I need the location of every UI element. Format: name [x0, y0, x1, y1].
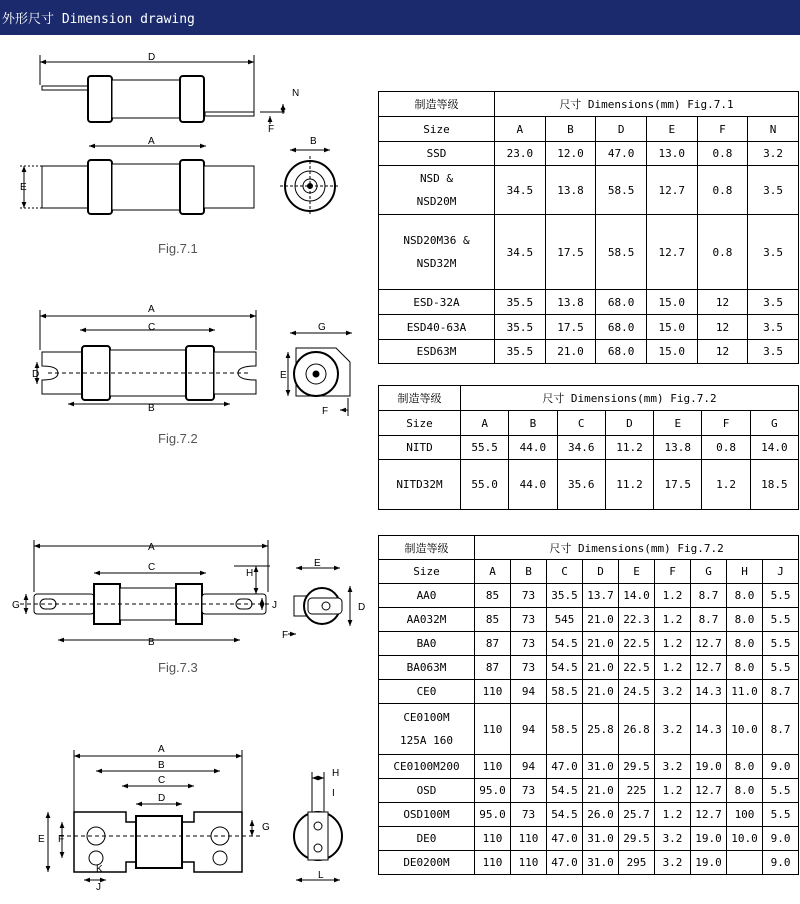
- table-row: [379, 704, 799, 755]
- value-cell: 1.2: [655, 779, 691, 803]
- column-header: G: [691, 560, 727, 584]
- dimensions-title: 尺寸 Dimensions(mm) Fig.7.2: [475, 536, 799, 560]
- column-header: F: [655, 560, 691, 584]
- value-cell: 1.2: [655, 608, 691, 632]
- grade-header: 制造等级: [379, 536, 475, 560]
- dimension-label: B: [148, 403, 155, 414]
- column-header: C: [557, 411, 605, 436]
- value-cell: 17.5: [654, 460, 702, 510]
- size-line: NSD20M36 &: [403, 234, 470, 247]
- dimension-label: H: [332, 768, 340, 779]
- value-cell: 19.0: [691, 827, 727, 851]
- value-cell: 13.0: [646, 142, 697, 166]
- dimension-label: I: [332, 788, 335, 799]
- value-cell: 12: [697, 290, 748, 315]
- value-cell: 100: [727, 803, 763, 827]
- table-row: [379, 142, 799, 166]
- size-line: DE0200M: [403, 856, 450, 869]
- dimension-label: F: [322, 406, 329, 417]
- size-cell: [379, 608, 475, 632]
- value-cell: 26.8: [619, 704, 655, 755]
- size-line: ESD40-63A: [406, 320, 467, 334]
- value-cell: 13.8: [545, 166, 596, 215]
- value-cell: 25.8: [583, 704, 619, 755]
- dimension-label: D: [358, 602, 366, 613]
- dimension-drawings: [0, 35, 378, 904]
- column-header: A: [475, 560, 511, 584]
- value-cell: 73: [511, 584, 547, 608]
- value-cell: 12.7: [691, 779, 727, 803]
- dimension-label: D: [32, 369, 40, 380]
- size-line: ESD63M: [416, 345, 457, 358]
- table-row: [379, 851, 799, 875]
- value-cell: 3.5: [748, 340, 799, 364]
- value-cell: 54.5: [547, 803, 583, 827]
- dimension-label: E: [20, 182, 27, 193]
- value-cell: 12.7: [646, 166, 697, 215]
- value-cell: 73: [511, 779, 547, 803]
- value-cell: 13.7: [583, 584, 619, 608]
- column-header: A: [461, 411, 509, 436]
- value-cell: 1.2: [655, 803, 691, 827]
- value-cell: [727, 851, 763, 875]
- value-cell: 58.5: [547, 680, 583, 704]
- size-line: SSD: [426, 147, 447, 160]
- size-line: CE0100M: [403, 711, 450, 724]
- size-line: NSD20M: [416, 195, 457, 208]
- table-row: [379, 755, 799, 779]
- size-cell: [379, 632, 475, 656]
- value-cell: 11.2: [605, 460, 653, 510]
- value-cell: 0.8: [702, 436, 750, 460]
- table-row: [379, 315, 799, 340]
- dimension-table-fig-7-1: [378, 91, 799, 364]
- value-cell: 58.5: [596, 166, 647, 215]
- dimension-label: E: [38, 834, 45, 845]
- size-cell: [379, 460, 461, 510]
- value-cell: 35.5: [495, 290, 546, 315]
- value-cell: 110: [511, 827, 547, 851]
- value-cell: 3.5: [748, 315, 799, 340]
- value-cell: 5.5: [763, 803, 799, 827]
- value-cell: 14.0: [619, 584, 655, 608]
- size-header: Size: [379, 411, 461, 436]
- value-cell: 5.5: [763, 779, 799, 803]
- value-cell: 47.0: [547, 851, 583, 875]
- size-line: DE0: [416, 832, 437, 845]
- table-row: [379, 827, 799, 851]
- value-cell: 17.5: [545, 315, 596, 340]
- value-cell: 12.7: [646, 215, 697, 290]
- value-cell: 9.0: [763, 851, 799, 875]
- grade-header: 制造等级: [379, 386, 461, 411]
- size-cell: [379, 827, 475, 851]
- column-header: D: [596, 117, 647, 142]
- size-line: BA063M: [406, 661, 447, 674]
- dimension-label: K: [96, 864, 103, 875]
- value-cell: 1.2: [702, 460, 750, 510]
- value-cell: 0.8: [697, 166, 748, 215]
- value-cell: 9.0: [763, 755, 799, 779]
- value-cell: 3.2: [655, 680, 691, 704]
- dimension-label: D: [148, 52, 156, 63]
- size-line: 125A 160: [400, 734, 453, 747]
- dimension-label: B: [158, 760, 165, 771]
- value-cell: 94: [511, 680, 547, 704]
- table-row: [379, 460, 799, 510]
- dimension-label: J: [272, 600, 277, 611]
- value-cell: 9.0: [763, 827, 799, 851]
- figure-caption: Fig.7.3: [158, 660, 198, 675]
- value-cell: 44.0: [509, 460, 557, 510]
- figure-caption: Fig.7.1: [158, 241, 198, 256]
- column-header: E: [619, 560, 655, 584]
- size-line: CE0: [416, 685, 437, 698]
- value-cell: 295: [619, 851, 655, 875]
- value-cell: 5.5: [763, 632, 799, 656]
- figure-7-1-drawing: [20, 55, 340, 216]
- size-cell: [379, 851, 475, 875]
- column-header: B: [511, 560, 547, 584]
- dimension-label: F: [268, 124, 275, 135]
- dimension-table-fig-7-2-b: [378, 535, 799, 875]
- table-row: [379, 803, 799, 827]
- table-row: [379, 166, 799, 215]
- value-cell: 12.0: [545, 142, 596, 166]
- dimensions-title: 尺寸 Dimensions(mm) Fig.7.1: [495, 92, 799, 117]
- size-cell: [379, 315, 495, 340]
- figure-caption: Fig.7.2: [158, 431, 198, 446]
- value-cell: 14.0: [750, 436, 798, 460]
- value-cell: 0.8: [697, 142, 748, 166]
- value-cell: 8.0: [727, 779, 763, 803]
- dimension-label: J: [96, 882, 101, 893]
- value-cell: 21.0: [583, 656, 619, 680]
- dimension-label: G: [12, 600, 20, 611]
- size-line: AA0: [416, 589, 437, 602]
- value-cell: 10.0: [727, 827, 763, 851]
- column-header: A: [495, 117, 546, 142]
- value-cell: 3.5: [748, 290, 799, 315]
- column-header: E: [654, 411, 702, 436]
- dimension-label: A: [148, 542, 155, 553]
- dimension-label: F: [58, 834, 65, 845]
- value-cell: 87: [475, 656, 511, 680]
- column-header: B: [545, 117, 596, 142]
- table-row: [379, 215, 799, 290]
- table-row: [379, 680, 799, 704]
- value-cell: 34.6: [557, 436, 605, 460]
- size-line: NITD32M: [396, 478, 443, 491]
- table-row: [379, 340, 799, 364]
- value-cell: 8.0: [727, 632, 763, 656]
- size-line: NSD &: [419, 172, 454, 185]
- value-cell: 47.0: [596, 142, 647, 166]
- table-row: [379, 608, 799, 632]
- value-cell: 110: [475, 827, 511, 851]
- table-row: [379, 436, 799, 460]
- value-cell: 17.5: [545, 215, 596, 290]
- column-header: D: [605, 411, 653, 436]
- dimension-label: L: [318, 870, 324, 881]
- column-header: C: [547, 560, 583, 584]
- value-cell: 3.2: [748, 142, 799, 166]
- value-cell: 15.0: [646, 315, 697, 340]
- header-bar: [0, 0, 800, 35]
- value-cell: 12.7: [691, 656, 727, 680]
- value-cell: 73: [511, 608, 547, 632]
- value-cell: 95.0: [475, 779, 511, 803]
- value-cell: 12: [697, 315, 748, 340]
- value-cell: 13.8: [654, 436, 702, 460]
- value-cell: 5.5: [763, 584, 799, 608]
- value-cell: 19.0: [691, 755, 727, 779]
- value-cell: 73: [511, 803, 547, 827]
- value-cell: 21.0: [583, 608, 619, 632]
- value-cell: 14.3: [691, 680, 727, 704]
- value-cell: 5.5: [763, 608, 799, 632]
- size-cell: [379, 166, 495, 215]
- value-cell: 31.0: [583, 755, 619, 779]
- size-line: BA0: [416, 637, 437, 650]
- dimension-label: A: [148, 136, 155, 147]
- figure-7-3-drawing: [20, 540, 350, 640]
- value-cell: 44.0: [509, 436, 557, 460]
- value-cell: 10.0: [727, 704, 763, 755]
- value-cell: 55.5: [461, 436, 509, 460]
- size-cell: [379, 779, 475, 803]
- value-cell: 68.0: [596, 315, 647, 340]
- value-cell: 22.3: [619, 608, 655, 632]
- value-cell: 110: [475, 680, 511, 704]
- size-line: NITD: [406, 441, 433, 454]
- value-cell: 12: [697, 340, 748, 364]
- dimension-table-fig-7-2: [378, 385, 799, 510]
- size-cell: [379, 704, 475, 755]
- column-header: F: [702, 411, 750, 436]
- value-cell: 13.8: [545, 290, 596, 315]
- table-row: [379, 779, 799, 803]
- dimension-label: A: [158, 744, 165, 755]
- grade-header: 制造等级: [379, 92, 495, 117]
- size-cell: [379, 215, 495, 290]
- column-header: N: [748, 117, 799, 142]
- value-cell: 73: [511, 632, 547, 656]
- value-cell: 3.2: [655, 704, 691, 755]
- value-cell: 3.2: [655, 827, 691, 851]
- size-line: AA032M: [406, 613, 447, 626]
- value-cell: 58.5: [596, 215, 647, 290]
- column-header: E: [646, 117, 697, 142]
- value-cell: 110: [511, 851, 547, 875]
- page-title: 外形尺寸 Dimension drawing: [2, 12, 195, 27]
- size-line: NSD32M: [416, 257, 457, 270]
- column-header: H: [727, 560, 763, 584]
- size-line: CE0100M200: [393, 760, 460, 773]
- value-cell: 0.8: [697, 215, 748, 290]
- value-cell: 1.2: [655, 656, 691, 680]
- value-cell: 110: [475, 851, 511, 875]
- dimension-label: C: [158, 775, 166, 786]
- value-cell: 11.0: [727, 680, 763, 704]
- value-cell: 8.7: [763, 680, 799, 704]
- value-cell: 15.0: [646, 290, 697, 315]
- value-cell: 21.0: [583, 680, 619, 704]
- value-cell: 29.5: [619, 827, 655, 851]
- size-line: OSD100M: [403, 808, 450, 821]
- size-line: ESD-32A: [413, 295, 460, 309]
- value-cell: 21.0: [583, 632, 619, 656]
- value-cell: 54.5: [547, 632, 583, 656]
- column-header: F: [697, 117, 748, 142]
- value-cell: 58.5: [547, 704, 583, 755]
- figure-bottom-drawing: [48, 750, 342, 880]
- dimension-label: B: [148, 637, 155, 648]
- dimension-label: H: [246, 568, 254, 579]
- value-cell: 3.2: [655, 755, 691, 779]
- value-cell: 31.0: [583, 827, 619, 851]
- size-header: Size: [379, 560, 475, 584]
- value-cell: 3.5: [748, 166, 799, 215]
- value-cell: 94: [511, 755, 547, 779]
- value-cell: 545: [547, 608, 583, 632]
- value-cell: 35.5: [495, 340, 546, 364]
- size-cell: [379, 142, 495, 166]
- dimension-label: F: [282, 630, 289, 641]
- value-cell: 110: [475, 755, 511, 779]
- size-cell: [379, 340, 495, 364]
- value-cell: 47.0: [547, 827, 583, 851]
- value-cell: 31.0: [583, 851, 619, 875]
- dimension-label: G: [262, 822, 270, 833]
- value-cell: 22.5: [619, 656, 655, 680]
- value-cell: 47.0: [547, 755, 583, 779]
- value-cell: 1.2: [655, 632, 691, 656]
- value-cell: 94: [511, 704, 547, 755]
- value-cell: 19.0: [691, 851, 727, 875]
- value-cell: 24.5: [619, 680, 655, 704]
- size-header: Size: [379, 117, 495, 142]
- value-cell: 1.2: [655, 584, 691, 608]
- value-cell: 8.7: [691, 608, 727, 632]
- size-cell: [379, 290, 495, 315]
- dimension-label: E: [314, 558, 321, 569]
- value-cell: 73: [511, 656, 547, 680]
- size-cell: [379, 584, 475, 608]
- value-cell: 15.0: [646, 340, 697, 364]
- value-cell: 95.0: [475, 803, 511, 827]
- dimension-label: C: [148, 322, 156, 333]
- value-cell: 8.0: [727, 584, 763, 608]
- value-cell: 8.0: [727, 656, 763, 680]
- column-header: G: [750, 411, 798, 436]
- figure-7-2-drawing: [37, 310, 352, 416]
- value-cell: 12.7: [691, 632, 727, 656]
- column-header: J: [763, 560, 799, 584]
- value-cell: 35.6: [557, 460, 605, 510]
- value-cell: 3.2: [655, 851, 691, 875]
- table-row: [379, 656, 799, 680]
- dimension-label: E: [280, 370, 287, 381]
- value-cell: 25.7: [619, 803, 655, 827]
- value-cell: 8.0: [727, 608, 763, 632]
- size-cell: [379, 656, 475, 680]
- value-cell: 85: [475, 584, 511, 608]
- table-row: [379, 290, 799, 315]
- value-cell: 35.5: [495, 315, 546, 340]
- value-cell: 35.5: [547, 584, 583, 608]
- dimension-label: N: [292, 88, 300, 99]
- value-cell: 21.0: [583, 779, 619, 803]
- value-cell: 110: [475, 704, 511, 755]
- value-cell: 54.5: [547, 656, 583, 680]
- column-header: B: [509, 411, 557, 436]
- value-cell: 11.2: [605, 436, 653, 460]
- table-row: [379, 584, 799, 608]
- value-cell: 23.0: [495, 142, 546, 166]
- value-cell: 18.5: [750, 460, 798, 510]
- value-cell: 87: [475, 632, 511, 656]
- size-cell: [379, 803, 475, 827]
- value-cell: 26.0: [583, 803, 619, 827]
- value-cell: 5.5: [763, 656, 799, 680]
- value-cell: 54.5: [547, 779, 583, 803]
- value-cell: 34.5: [495, 215, 546, 290]
- value-cell: 85: [475, 608, 511, 632]
- value-cell: 34.5: [495, 166, 546, 215]
- dimension-label: G: [318, 322, 326, 333]
- dimension-label: C: [148, 562, 156, 573]
- value-cell: 3.5: [748, 215, 799, 290]
- value-cell: 29.5: [619, 755, 655, 779]
- value-cell: 8.7: [691, 584, 727, 608]
- value-cell: 8.0: [727, 755, 763, 779]
- dimensions-title: 尺寸 Dimensions(mm) Fig.7.2: [461, 386, 799, 411]
- value-cell: 14.3: [691, 704, 727, 755]
- value-cell: 8.7: [763, 704, 799, 755]
- value-cell: 225: [619, 779, 655, 803]
- value-cell: 55.0: [461, 460, 509, 510]
- value-cell: 12.7: [691, 803, 727, 827]
- value-cell: 21.0: [545, 340, 596, 364]
- value-cell: 22.5: [619, 632, 655, 656]
- dimension-label: B: [310, 136, 317, 147]
- size-cell: [379, 755, 475, 779]
- dimension-label: A: [148, 304, 155, 315]
- size-cell: [379, 436, 461, 460]
- value-cell: 68.0: [596, 340, 647, 364]
- size-cell: [379, 680, 475, 704]
- value-cell: 68.0: [596, 290, 647, 315]
- dimension-label: D: [158, 793, 166, 804]
- size-line: OSD: [416, 784, 437, 797]
- table-row: [379, 632, 799, 656]
- column-header: D: [583, 560, 619, 584]
